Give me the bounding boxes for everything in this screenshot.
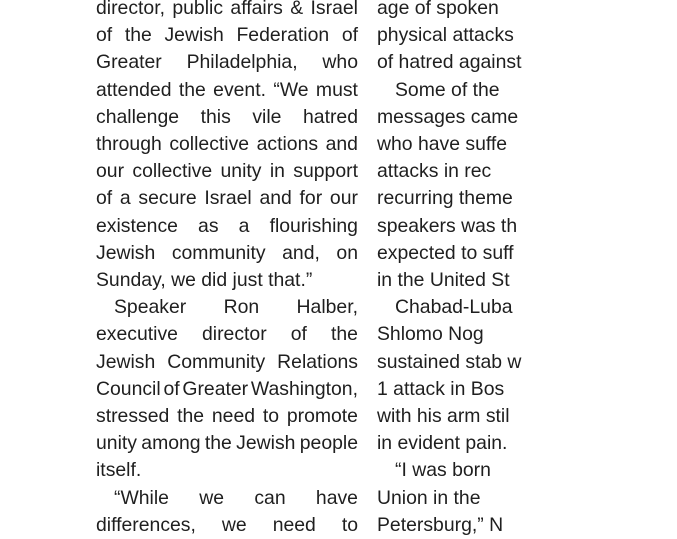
text-line: itself. <box>96 459 142 482</box>
text-line: attended the event. “We must <box>96 78 358 101</box>
text-line: through collective actions and <box>96 133 358 155</box>
text-line: Some of the <box>395 78 500 101</box>
text-line: challenge this vile hatred <box>96 105 358 128</box>
text-line: attacks in rec <box>377 160 492 183</box>
text-line: Jewish Community Relations <box>96 350 358 373</box>
text-line: in evident pain. <box>377 432 508 455</box>
text-line: Shlomo Nog <box>377 323 484 346</box>
text-line: Petersburg,” N <box>377 513 504 536</box>
text-line: Speaker Ron Halber, <box>114 296 358 319</box>
text-line: unity among the Jewish people <box>96 432 358 455</box>
text-line: physical attacks <box>377 24 514 47</box>
text-line: of the Jewish Federation of <box>96 24 358 47</box>
text-line: speakers was th <box>377 214 518 237</box>
text-line: messages came <box>377 105 519 128</box>
text-line: sustained stab w <box>377 350 522 373</box>
text-line: of hatred against <box>377 51 522 74</box>
text-line: our collective unity in support <box>96 160 358 183</box>
text-line: Chabad-Luba <box>395 296 513 319</box>
text-line: Jewish community and, on <box>96 241 358 264</box>
text-line: stressed the need to promote <box>96 405 358 427</box>
text-line: executive director of the <box>96 323 358 346</box>
text-line: “I was born <box>395 459 491 482</box>
text-line: director, public affairs & Israel <box>96 0 358 19</box>
text-line: Sunday, we did just that.” <box>96 269 313 291</box>
text-line: expected to suff <box>377 241 514 264</box>
text-line: Council of Greater Washington, <box>96 377 358 400</box>
text-line: in the United St <box>377 269 510 291</box>
text-line: Union in the <box>377 486 481 509</box>
text-line: 1 attack in Bos <box>377 377 505 400</box>
text-line: age of spoken <box>377 0 499 19</box>
text-line: of a secure Israel and for our <box>96 187 358 210</box>
text-line: with his arm stil <box>377 405 510 427</box>
text-line: differences, we need to <box>96 513 358 536</box>
text-line: who have suffe <box>377 133 508 155</box>
text-line: Greater Philadelphia, who <box>96 51 358 74</box>
text-line: “While we can have <box>114 486 358 509</box>
text-line: existence as a flourishing <box>96 214 358 237</box>
text-line: recurring theme <box>377 187 513 210</box>
